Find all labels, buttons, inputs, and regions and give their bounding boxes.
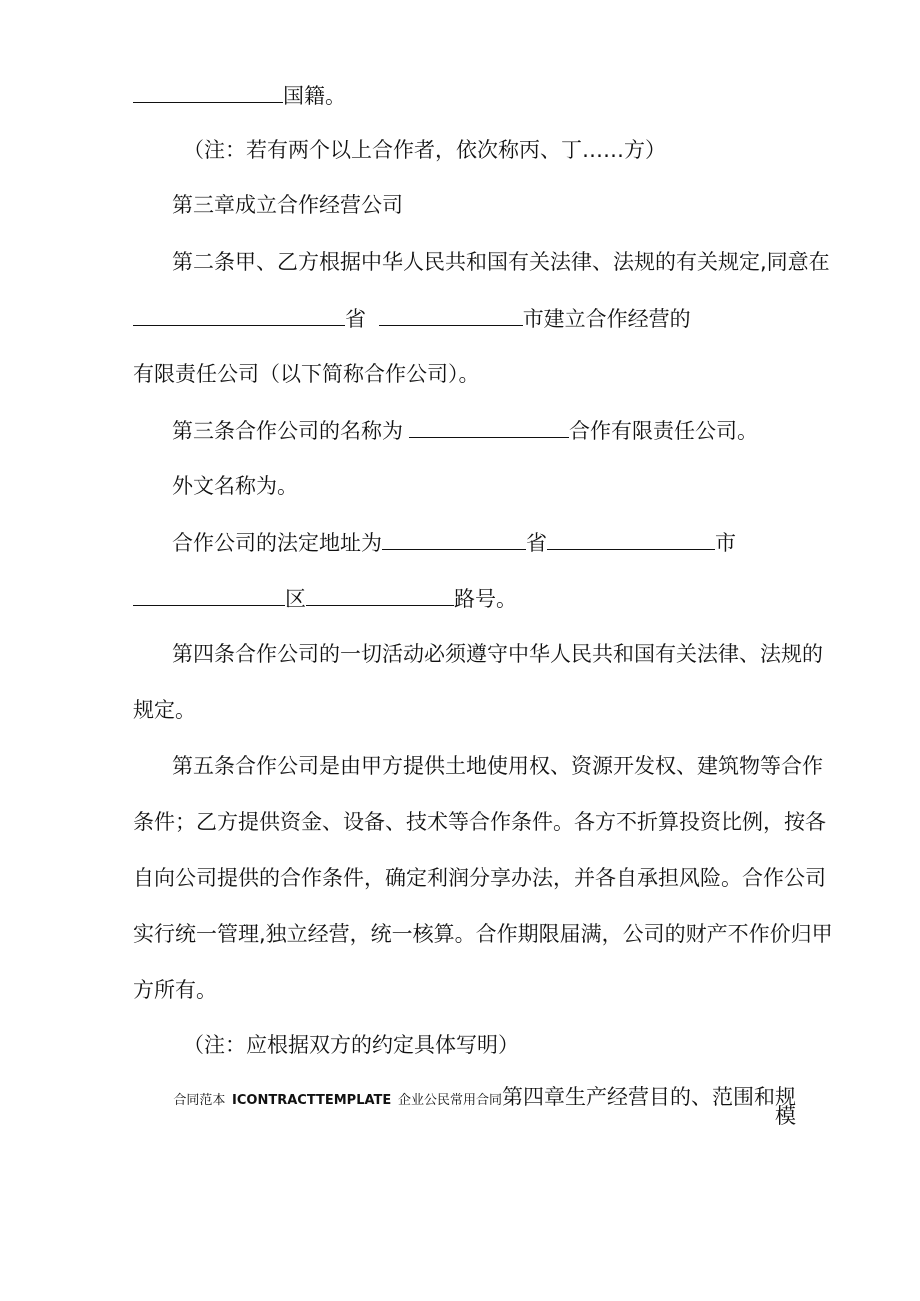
footer-brand: ICONTRACTTEMPLATE xyxy=(232,1093,392,1108)
article-five-line2: 条件；乙方提供资金、设备、技术等合作条件。各方不折算投资比例，按各 xyxy=(133,810,826,834)
article-two-line1: 第二条甲、乙方根据中华人民共和国有关法律、法规的有关规定,同意在 xyxy=(172,250,830,274)
footer-banner xyxy=(173,1082,796,1116)
article-four-line1: 第四条合作公司的一切活动必须遵守中华人民共和国有关法律、法规的 xyxy=(172,642,823,666)
blank-field[interactable] xyxy=(409,415,569,438)
chapter-four-heading-cont: 模 xyxy=(775,1104,796,1128)
footer-prefix: 合同范本 xyxy=(173,1093,226,1108)
legal-address-line2: 区 路号。 xyxy=(133,583,517,614)
note-parties: （注：若有两个以上合作者，依次称丙、丁……方） xyxy=(183,138,666,162)
article-five-line4: 实行统一管理,独立经营，统一核算。合作期限届满，公司的财产不作价归甲 xyxy=(133,922,833,946)
blank-field[interactable] xyxy=(379,303,523,326)
article-four-line2: 规定。 xyxy=(133,698,196,722)
article-five-line1: 第五条合作公司是由甲方提供土地使用权、资源开发权、建筑物等合作 xyxy=(172,754,823,778)
blank-field[interactable] xyxy=(133,303,345,326)
article-two-line3: 有限责任公司（以下简称合作公司）。 xyxy=(133,362,480,386)
article-five-line3: 自向公司提供的合作条件，确定利润分享办法，并各自承担风险。合作公司 xyxy=(133,866,826,890)
article-two-line2: 省 市建立合作经营的 xyxy=(133,303,691,334)
legal-address-line1: 合作公司的法定地址为 省 市 xyxy=(172,527,736,558)
article-three-name: 第三条合作公司的名称为 合作有限责任公司。 xyxy=(172,415,758,446)
line-nationality: 国籍。 xyxy=(133,80,346,111)
article-five-line5: 方所有。 xyxy=(133,978,217,1002)
chapter-four-heading: 第四章生产经营目的、范围和规 xyxy=(502,1085,796,1109)
blank-field[interactable] xyxy=(133,80,283,103)
blank-field[interactable] xyxy=(306,583,454,606)
chapter-three-heading: 第三章成立合作经营公司 xyxy=(172,193,403,217)
blank-field[interactable] xyxy=(547,527,715,550)
foreign-name: 外文名称为。 xyxy=(172,474,298,498)
footer-category: 企业公民常用合同 xyxy=(397,1093,502,1108)
note-agreement: （注：应根据双方的约定具体写明） xyxy=(183,1033,519,1057)
blank-field[interactable] xyxy=(133,583,285,606)
blank-field[interactable] xyxy=(382,527,526,550)
